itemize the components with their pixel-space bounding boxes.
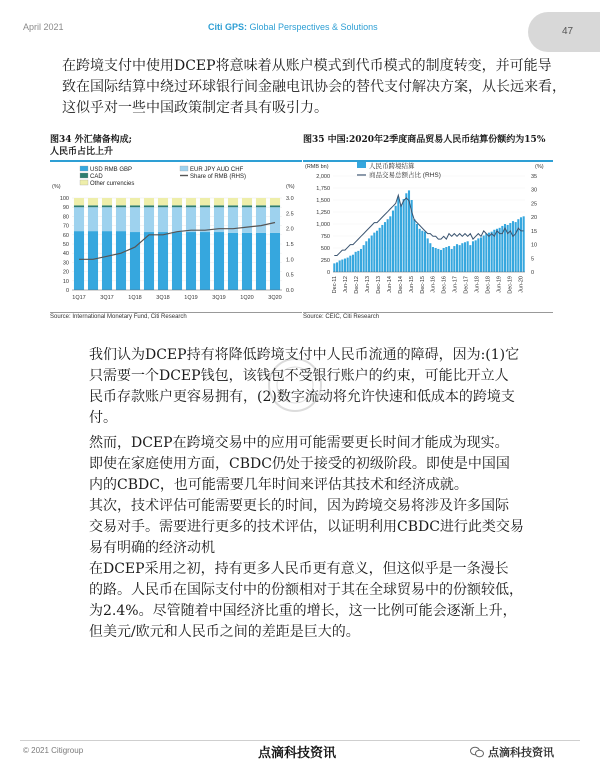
x-tick-label: 1Q19: [184, 295, 198, 301]
bar: [459, 245, 461, 272]
page-number: 47: [562, 26, 574, 37]
legend-swatch: [80, 166, 88, 171]
x-tick-label: Jun-20: [518, 276, 525, 293]
intro-paragraph: [62, 56, 566, 119]
report-subtitle: Global Perspectives & Solutions: [247, 22, 378, 32]
bar-segment: [158, 198, 168, 205]
bar-segment: [270, 205, 280, 207]
right-tick-label: 35: [531, 174, 538, 180]
bar: [475, 240, 477, 272]
bar: [448, 246, 450, 272]
bar-segment: [228, 233, 238, 290]
bar: [344, 259, 346, 272]
bar: [379, 228, 381, 272]
legend-swatch: [357, 162, 366, 168]
footer-brand: 点滴科技资讯: [258, 746, 337, 761]
bar: [483, 236, 485, 272]
legend-label: EUR JPY AUD CHF: [190, 167, 244, 173]
text-line: 即使在家庭使用方面，CBDC仍处于接受的初级阶段。即使是中国国: [89, 456, 510, 472]
bar-segment: [102, 207, 112, 231]
bar-segment: [214, 205, 224, 207]
bar-segment: [158, 207, 168, 232]
figure35-bottom-rule: [303, 312, 553, 313]
bar-segment: [102, 198, 112, 205]
footer-copyright: © 2021 Citigroup: [23, 746, 84, 755]
right-tick-label: 5: [531, 256, 535, 263]
bar-segment: [270, 198, 280, 205]
x-tick-label: Jun-13: [364, 276, 371, 293]
bar: [480, 237, 482, 272]
bar-segment: [172, 232, 182, 290]
bar-segment: [144, 232, 154, 290]
right-tick-label: 2.5: [286, 211, 294, 218]
bar: [520, 217, 522, 272]
bar-segment: [186, 198, 196, 205]
bar: [357, 251, 359, 272]
watermark-stamp: [255, 355, 335, 415]
text-line: 我们认为DCEP持有将降低跨境支付中人民币流通的障碍，因为:(1)它: [89, 347, 520, 363]
left-tick-label: 100: [59, 196, 69, 202]
text-line: 民币存款账户更容易拥有，(2)数字流动将允许快速和低成本的跨境支: [89, 389, 515, 405]
bar: [432, 247, 434, 272]
bar-segment: [116, 231, 126, 290]
x-tick-label: Dec-17: [463, 276, 470, 294]
right-tick-label: 3.0: [286, 196, 294, 202]
bar: [403, 199, 405, 272]
x-tick-label: 3Q19: [212, 295, 226, 301]
left-tick-label: 1,750: [316, 186, 330, 192]
right-tick-label: 0: [531, 270, 535, 276]
right-tick-label: 1.5: [286, 242, 294, 248]
bar: [336, 262, 338, 272]
left-tick-label: 0: [65, 288, 69, 294]
bar-segment: [270, 233, 280, 290]
legend-label: Share of RMB (RHS): [190, 174, 247, 180]
bar: [381, 225, 383, 272]
x-tick-label: Dec-19: [507, 276, 514, 294]
bar-segment: [200, 207, 210, 232]
bar: [387, 219, 389, 272]
right-tick-label: 10: [531, 242, 538, 249]
x-tick-label: Jun-19: [496, 276, 503, 293]
bar-segment: [130, 232, 140, 290]
left-tick-label: 1,500: [316, 198, 330, 204]
bar-segment: [228, 198, 238, 205]
bar: [485, 234, 487, 272]
bar: [365, 241, 367, 272]
bar: [405, 193, 407, 272]
legend-label: CAD: [90, 174, 103, 180]
bar: [384, 222, 386, 272]
bar: [389, 216, 391, 272]
left-tick-label: 500: [320, 246, 330, 252]
bar-segment: [88, 207, 98, 231]
bar: [523, 216, 525, 272]
bar: [456, 244, 458, 272]
left-axis-unit: (RMB bn): [305, 164, 329, 170]
left-tick-label: 1,250: [316, 210, 330, 216]
bar-segment: [144, 205, 154, 207]
bar: [517, 219, 519, 272]
x-tick-label: Dec-12: [353, 276, 360, 294]
bar-segment: [130, 198, 140, 205]
bar: [352, 255, 354, 272]
left-tick-label: 90: [62, 205, 69, 212]
bar-segment: [256, 233, 266, 290]
bar: [395, 206, 397, 272]
bar-segment: [130, 207, 140, 232]
x-tick-label: Jun-16: [430, 276, 437, 293]
bar-segment: [186, 205, 196, 207]
text-line: 交易对手。需要进行更多的技术评估，以证明利用CBDC进行此类交易: [89, 519, 524, 535]
bar: [464, 242, 466, 272]
text-line: 然而，DCEP在跨境交易中的应用可能需要更长时间才能成为现实。: [89, 435, 509, 451]
bar-segment: [256, 198, 266, 205]
legend-swatch: [80, 173, 88, 178]
right-tick-label: 2.0: [286, 226, 294, 233]
bar: [496, 229, 498, 272]
x-tick-label: Dec-13: [375, 276, 382, 294]
left-tick-label: 250: [320, 258, 330, 264]
left-tick-label: 70: [62, 223, 69, 230]
bar: [392, 211, 394, 272]
bar-segment: [102, 205, 112, 207]
paragraph-rmb-share: [89, 559, 523, 643]
bar: [443, 248, 445, 272]
bar-segment: [88, 205, 98, 207]
bar-segment: [116, 205, 126, 207]
bar-segment: [214, 232, 224, 290]
left-tick-label: 0: [326, 270, 330, 276]
bar: [445, 247, 447, 272]
left-tick-label: 20: [62, 269, 69, 276]
x-tick-label: 1Q17: [72, 295, 86, 301]
figure34-title-line1: 图34 外汇储备构成;: [50, 135, 132, 145]
left-tick-label: 2,000: [316, 174, 330, 180]
bar: [427, 238, 429, 272]
text-line: 只需要一个DCEP钱包，该钱包不受银行账户的约束，可能比开立人: [89, 368, 509, 384]
right-tick-label: 15: [531, 228, 538, 235]
bar-segment: [242, 205, 252, 207]
bar-segment: [200, 205, 210, 207]
legend-label: USD RMB GBP: [90, 167, 133, 173]
bar: [440, 250, 442, 272]
bar: [488, 233, 490, 272]
bar: [419, 229, 421, 272]
bar: [437, 249, 439, 272]
left-tick-label: 10: [62, 278, 69, 285]
bar-segment: [74, 231, 84, 290]
x-tick-label: Jun-12: [342, 276, 349, 293]
left-tick-label: 60: [62, 232, 69, 239]
bar: [355, 252, 357, 272]
right-tick-label: 20: [531, 215, 538, 222]
figure34-title: [50, 134, 132, 158]
bar-segment: [186, 207, 196, 232]
figure35-chart: [303, 162, 553, 312]
bar: [477, 238, 479, 272]
x-tick-label: Jun-14: [386, 276, 393, 293]
left-tick-label: 1,000: [316, 222, 330, 228]
bar: [512, 221, 514, 272]
text-line: 的路。人民币在国际支付中的份额相对于其在全球贸易中的份额较低，: [89, 582, 523, 598]
bar: [333, 263, 335, 272]
bar: [451, 249, 453, 272]
bar: [472, 241, 474, 272]
text-line: 内的CBDC，也可能需要几年时间来评估其技术和经济成就。: [89, 477, 468, 493]
bar: [515, 222, 517, 272]
bar-segment: [144, 198, 154, 205]
x-tick-label: Dec-15: [419, 276, 426, 294]
bar: [461, 243, 463, 272]
bar-segment: [172, 205, 182, 207]
bar: [429, 243, 431, 272]
figure34-source: Source: International Monetary Fund, Citi Research: [50, 314, 187, 320]
bar-segment: [256, 205, 266, 207]
legend-label: 人民币跨境结算: [369, 163, 415, 170]
bar-segment: [186, 232, 196, 290]
x-tick-label: Dec-18: [485, 276, 492, 294]
x-tick-label: Jun-15: [408, 276, 415, 293]
bar-segment: [256, 207, 266, 233]
left-tick-label: 40: [62, 251, 69, 258]
bar-segment: [158, 205, 168, 207]
right-tick-label: 0.5: [286, 272, 294, 279]
wechat-account-name: 点滴科技资讯: [488, 746, 554, 759]
bar: [347, 258, 349, 272]
footer-rule: [20, 740, 580, 741]
text-line: 但美元/欧元和人民币之间的差距是巨大的。: [89, 624, 360, 640]
left-tick-label: 50: [62, 242, 69, 248]
x-tick-label: 3Q20: [268, 295, 282, 301]
bar: [360, 249, 362, 272]
right-tick-label: 25: [531, 201, 538, 208]
bar: [341, 260, 343, 272]
right-axis-unit: (%): [286, 184, 295, 190]
text-line: 致在国际结算中绕过环球银行间金融电讯协会的替代支付解决方案，从长远来看，: [62, 79, 566, 95]
x-tick-label: 1Q18: [128, 295, 142, 301]
bar: [371, 236, 373, 272]
legend-swatch: [180, 166, 188, 171]
bar: [363, 245, 365, 272]
figure35-title: 图35 中国:2020年2季度商品贸易人民币结算份额约为15%: [303, 135, 546, 145]
bar: [424, 232, 426, 272]
bar: [421, 231, 423, 272]
bar: [499, 228, 501, 272]
x-tick-label: Dec-16: [441, 276, 448, 294]
bar: [349, 256, 351, 272]
report-date: April 2021: [23, 22, 64, 32]
bar: [368, 238, 370, 272]
bar: [400, 205, 402, 272]
report-series-title: [208, 22, 378, 32]
x-tick-label: 1Q20: [240, 295, 254, 301]
left-tick-label: 80: [62, 214, 69, 221]
paragraph-cross-border-timeline: [89, 433, 524, 559]
right-tick-label: 1.0: [286, 257, 294, 264]
bar-segment: [172, 207, 182, 232]
figure35-source: Source: CEIC, Citi Research: [303, 314, 380, 320]
bar: [416, 224, 418, 272]
bar: [339, 260, 341, 272]
figure34-title-line2: 人民币占比上升: [50, 147, 114, 157]
bar-segment: [200, 198, 210, 205]
figure34-bottom-rule: [50, 312, 302, 313]
right-tick-label: 30: [531, 187, 538, 194]
bar: [491, 232, 493, 272]
bar-segment: [200, 232, 210, 290]
bar: [435, 248, 437, 272]
bar-segment: [172, 198, 182, 205]
legend-label: 商品交易总额占比 (RHS): [369, 172, 441, 179]
text-line: 在跨境支付中使用DCEP将意味着从账户模式到代币模式的制度转变，并可能导: [62, 58, 552, 74]
bar-segment: [242, 207, 252, 233]
page-header: [0, 0, 600, 60]
bar: [504, 224, 506, 272]
bar-segment: [242, 198, 252, 205]
bar-segment: [116, 207, 126, 231]
bar-segment: [88, 231, 98, 290]
bar-segment: [228, 205, 238, 207]
x-tick-label: 3Q17: [100, 295, 114, 301]
left-tick-label: 750: [320, 234, 330, 240]
left-tick-label: 30: [62, 260, 69, 267]
x-tick-label: Jun-17: [452, 276, 459, 293]
text-line: 为2.4%。尽管随着中国经济比重的增长，这一比例可能会逐渐上升，: [89, 603, 517, 619]
bar-segment: [158, 232, 168, 290]
bar: [413, 219, 415, 272]
x-tick-label: Dec-14: [397, 276, 404, 294]
bar-segment: [214, 198, 224, 205]
text-line: 在DCEP采用之初，持有更多人民币更有意义，但这似乎是一条漫长: [89, 561, 509, 577]
bar-segment: [74, 207, 84, 231]
legend-label: Other currencies: [90, 181, 135, 187]
text-line: 其次，技术评估可能需要更长的时间，因为跨境交易将涉及许多国际: [89, 498, 509, 514]
report-brand: Citi GPS:: [208, 22, 248, 32]
legend-swatch: [80, 180, 88, 185]
bar: [467, 241, 469, 272]
footer-wechat-account[interactable]: [470, 744, 554, 760]
wechat-icon: [470, 746, 484, 758]
left-axis-unit: (%): [52, 184, 61, 190]
bar: [469, 245, 471, 272]
bar-segment: [242, 233, 252, 290]
bar: [397, 197, 399, 272]
text-line: 付。: [89, 410, 117, 426]
bar-segment: [102, 231, 112, 290]
figure34-chart: [50, 162, 302, 312]
bar-segment: [116, 198, 126, 205]
right-tick-label: 0.0: [286, 288, 294, 294]
bar-segment: [144, 207, 154, 232]
bar-segment: [130, 205, 140, 207]
right-axis-unit: (%): [535, 164, 544, 170]
bar: [373, 233, 375, 272]
bar: [376, 231, 378, 272]
x-tick-label: Jun-18: [474, 276, 481, 293]
bar: [453, 246, 455, 272]
x-tick-label: Dec-11: [332, 276, 338, 294]
bar-segment: [88, 198, 98, 205]
x-tick-label: 3Q18: [156, 295, 170, 301]
text-line: 这似乎对一些中国政策制定者具有吸引力。: [62, 100, 328, 116]
bar-segment: [74, 198, 84, 205]
bar-segment: [270, 207, 280, 233]
text-line: 易有明确的经济动机: [89, 540, 215, 556]
bar-segment: [74, 205, 84, 207]
